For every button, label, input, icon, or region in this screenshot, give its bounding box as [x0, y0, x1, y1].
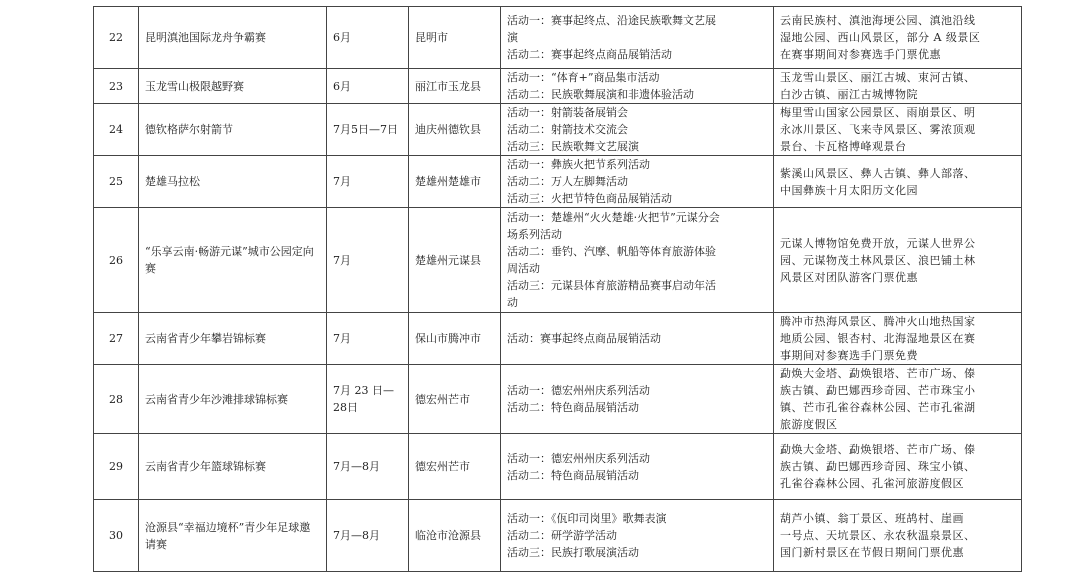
scenic-spot-line: 葫芦小镇、翁丁景区、班鸪村、崖画 [780, 512, 964, 525]
activity-line: 活动二：射箭技术交流会 [507, 123, 628, 136]
event-name: 云南省青少年沙滩排球锦标赛 [139, 365, 327, 434]
event-location: 保山市腾冲市 [409, 313, 501, 365]
scenic-spot-line: 族古镇、勐巴娜西珍奇园、芒市珠宝小 [780, 384, 976, 397]
activity-line: 动 [507, 296, 518, 309]
activities-cell [501, 208, 774, 313]
activity-line: 活动一：德宏州州庆系列活动 [507, 451, 650, 465]
row-number: 23 [94, 69, 139, 104]
row-number: 24 [94, 104, 139, 156]
event-name: 德钦格萨尔射箭节 [139, 104, 327, 156]
event-name: 沧源县“幸福边境杯”青少年足球邀请赛 [139, 500, 327, 572]
activities-cell [501, 104, 774, 156]
activity-line: 活动一：赛事起终点、沿途民族歌舞文艺展 [507, 14, 716, 27]
scenic-spots-cell [774, 500, 1022, 572]
scenic-spots-cell [774, 313, 1022, 365]
activity-line: 周活动 [507, 262, 540, 275]
scenic-spot-line: 景台、卡瓦格博峰观景台 [780, 140, 907, 153]
activity-line: 活动三：民族歌舞文艺展演 [507, 140, 639, 153]
table-row [94, 7, 1022, 69]
row-number: 28 [94, 365, 139, 434]
row-number: 22 [94, 7, 139, 69]
scenic-spot-line: 事期间对参赛选手门票免费 [780, 349, 918, 362]
row-number: 27 [94, 313, 139, 365]
event-name: 云南省青少年攀岩锦标赛 [139, 313, 327, 365]
event-location: 临沧市沧源县 [409, 500, 501, 572]
event-location: 迪庆州德钦县 [409, 104, 501, 156]
scenic-spot-line: 玉龙雪山景区、丽江古城、束河古镇、 [780, 71, 976, 84]
event-name: 玉龙雪山极限越野赛 [139, 69, 327, 104]
scenic-spot-line: 一号点、天坑景区、永农秋温泉景区、 [780, 529, 976, 542]
event-location: 楚雄州楚雄市 [409, 156, 501, 208]
scenic-spot-line: 孔雀谷森林公园、孔雀河旅游度假区 [780, 477, 964, 490]
scenic-spot-line: 地质公园、银杏村、北海湿地景区在赛 [780, 332, 976, 345]
table-row [94, 313, 1022, 365]
event-time: 7月 [327, 208, 409, 313]
event-location: 德宏州芒市 [409, 365, 501, 434]
activities-cell [501, 313, 774, 365]
scenic-spot-line: 园、元谋物茂土林风景区、浪巴铺土林 [780, 253, 976, 267]
scenic-spot-line: 国门新村景区在节假日期间门票优惠 [780, 546, 964, 559]
row-number: 29 [94, 434, 139, 500]
event-time: 6月 [327, 69, 409, 104]
scenic-spot-line: 旅游度假区 [780, 418, 838, 431]
activity-line: 活动：赛事起终点商品展销活动 [507, 332, 661, 345]
scenic-spot-line: 云南民族村、滇池海埂公园、滇池沿线 [780, 14, 976, 27]
event-location: 德宏州芒市 [409, 434, 501, 500]
scenic-spots-cell [774, 434, 1022, 500]
event-location: 楚雄州元谋县 [409, 208, 501, 313]
activity-line: 活动三：元谋县体育旅游精品赛事启动年活 [507, 279, 716, 292]
table-row [94, 69, 1022, 104]
scenic-spots-cell [774, 69, 1022, 104]
scenic-spot-line: 在赛事期间对参赛选手门票优惠 [780, 48, 941, 61]
scenic-spot-line: 勐焕大金塔、勐焕银塔、芒市广场、傣 [780, 443, 976, 456]
event-name: 云南省青少年篮球锦标赛 [139, 434, 327, 500]
activities-cell [501, 434, 774, 500]
row-number: 30 [94, 500, 139, 572]
scenic-spot-line: 族古镇、勐巴娜西珍奇园、珠宝小镇、 [780, 460, 976, 473]
activities-cell [501, 500, 774, 572]
scenic-spot-line: 梅里雪山国家公园景区、雨崩景区、明 [780, 106, 976, 119]
activity-line: 活动一：德宏州州庆系列活动 [507, 384, 650, 397]
event-time: 7月 [327, 313, 409, 365]
scenic-spots-cell [774, 7, 1022, 69]
activity-line: 活动一：楚雄州“火火楚雄·火把节”元谋分会 [507, 211, 720, 224]
event-time: 7月—8月 [327, 500, 409, 572]
activities-cell [501, 7, 774, 69]
scenic-spots-cell [774, 208, 1022, 313]
events-table-body [94, 7, 1022, 572]
activity-line: 活动三：民族打歌展演活动 [507, 546, 639, 559]
activity-line: 演 [507, 31, 518, 44]
scenic-spot-line: 紫溪山风景区、彝人古镇、彝人部落、 [780, 166, 976, 180]
table-row [94, 104, 1022, 156]
scenic-spot-line: 腾冲市热海风景区、腾冲火山地热国家 [780, 315, 976, 328]
scenic-spots-cell [774, 156, 1022, 208]
scenic-spot-line: 镇、芒市孔雀谷森林公园、芒市孔雀湖 [780, 401, 976, 414]
event-time: 7月—8月 [327, 434, 409, 500]
scenic-spot-line: 白沙古镇、丽江古城博物院 [780, 88, 918, 101]
event-time: 7月 [327, 156, 409, 208]
scenic-spot-line: 永冰川景区、飞来寺风景区、雾浓顶观 [780, 123, 976, 136]
event-location: 丽江市玉龙县 [409, 69, 501, 104]
activities-cell [501, 365, 774, 434]
row-number: 26 [94, 208, 139, 313]
activities-cell [501, 156, 774, 208]
event-name: 昆明滇池国际龙舟争霸赛 [139, 7, 327, 69]
table-row [94, 500, 1022, 572]
event-time: 7月5日—7日 [327, 104, 409, 156]
activity-line: 活动一：《佤印司岗里》歌舞表演 [507, 512, 667, 525]
event-location: 昆明市 [409, 7, 501, 69]
table-row [94, 434, 1022, 500]
events-table [93, 6, 1022, 572]
scenic-spots-cell [774, 365, 1022, 434]
scenic-spot-line: 元谋人博物馆免费开放，元谋人世界公 [780, 236, 976, 250]
event-name: 楚雄马拉松 [139, 156, 327, 208]
activity-line: 活动三：火把节特色商品展销活动 [507, 192, 672, 205]
scenic-spot-line: 中国彝族十月太阳历文化园 [780, 183, 918, 197]
activity-line: 活动二：民族歌舞展演和非遗体验活动 [507, 88, 694, 101]
event-name: “乐享云南·畅游元谋”城市公园定向赛 [139, 208, 327, 313]
row-number: 25 [94, 156, 139, 208]
event-time: 7月 23 日—28日 [327, 365, 409, 434]
activity-line: 活动二：研学游学活动 [507, 529, 617, 542]
activity-line: 活动一：“体育+”商品集市活动 [507, 71, 660, 84]
table-row [94, 365, 1022, 434]
activity-line: 活动二：赛事起终点商品展销活动 [507, 48, 672, 61]
scenic-spot-line: 勐焕大金塔、勐焕银塔、芒市广场、傣 [780, 367, 976, 380]
event-time: 6月 [327, 7, 409, 69]
activity-line: 活动一：射箭装备展销会 [507, 106, 628, 119]
activity-line: 场系列活动 [507, 228, 562, 241]
activity-line: 活动一：彝族火把节系列活动 [507, 158, 650, 171]
activity-line: 活动二：特色商品展销活动 [507, 401, 639, 414]
scenic-spot-line: 湿地公园、西山风景区，部分 A 级景区 [780, 31, 981, 44]
scenic-spots-cell [774, 104, 1022, 156]
activity-line: 活动二：垂钓、汽摩、帆船等体育旅游体验 [507, 245, 716, 258]
activity-line: 活动二：万人左脚舞活动 [507, 175, 628, 188]
table-row [94, 156, 1022, 208]
activity-line: 活动二：特色商品展销活动 [507, 468, 639, 482]
activities-cell [501, 69, 774, 104]
scenic-spot-line: 风景区对团队游客门票优惠 [780, 270, 918, 284]
table-row [94, 208, 1022, 313]
